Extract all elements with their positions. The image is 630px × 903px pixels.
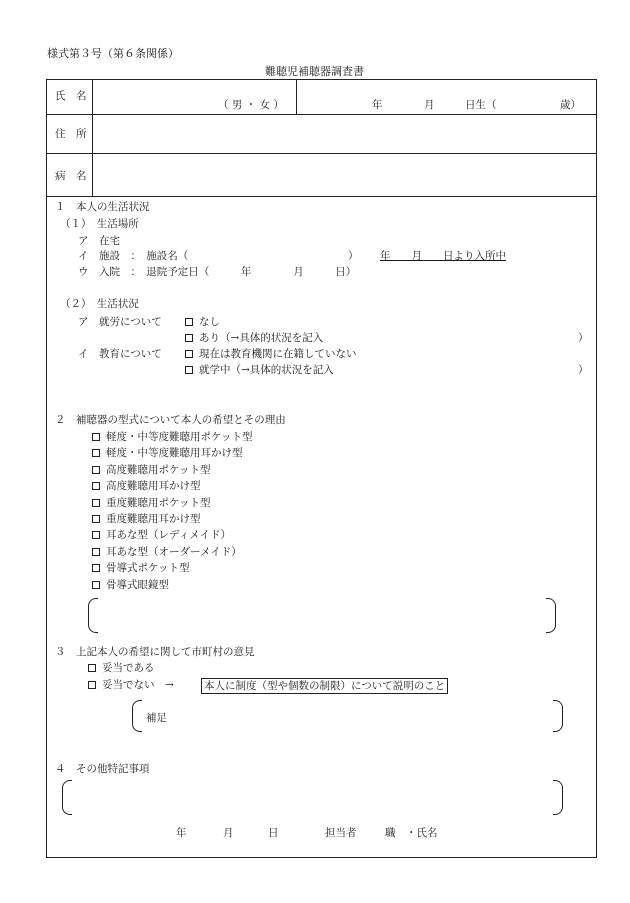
form-number-label: 様式第３号（第６条関係） (47, 47, 179, 60)
section3-heading: ３ 上記本人の希望に関して市町村の意見 (55, 646, 255, 658)
checkbox-icon[interactable] (92, 466, 100, 474)
footer-month-unit: 月 (223, 827, 234, 839)
section4-heading: ４ その他特記事項 (55, 763, 150, 775)
checkbox-icon[interactable] (185, 334, 193, 342)
section1-living-place: （１） 生活場所 (60, 218, 139, 230)
living-hospital: ウ 入院 ： 退院予定日（ 年 月 日） (78, 266, 357, 278)
checkbox-icon[interactable] (92, 499, 100, 507)
footer-day-unit: 日 (268, 827, 279, 839)
edu-close-paren: ） (578, 364, 589, 376)
work-close-paren: ） (578, 332, 589, 344)
work-yes-option[interactable]: あり（→具体的状況を記入 (185, 332, 323, 345)
checkbox-icon[interactable] (92, 515, 100, 523)
living-facility: イ 施設 ： 施設名（ (78, 250, 189, 262)
facility-close-paren: ） (348, 250, 359, 262)
checkbox-icon[interactable] (185, 350, 193, 358)
birth-year-unit: 年 (372, 99, 383, 111)
section2-heading: ２ 補聴器の型式について本人の希望とその理由 (55, 414, 286, 426)
birth-day-label: 日生（ (465, 99, 497, 111)
checkbox-icon[interactable] (92, 548, 100, 556)
section1-living-status: （２） 生活状況 (60, 298, 139, 310)
checkbox-icon[interactable] (185, 318, 193, 326)
remarks-bracket-right (553, 780, 563, 815)
edu-yes-option[interactable]: 就学中（→具体的状況を記入 (185, 364, 334, 377)
opinion-ng-option[interactable]: 妥当でない → (88, 679, 174, 692)
age-unit: 歳） (560, 99, 581, 111)
reason-bracket-right (546, 598, 556, 633)
supplement-bracket-left (132, 700, 142, 732)
staff-label: 担当者 (325, 827, 357, 839)
checkbox-icon[interactable] (92, 531, 100, 539)
education-label: イ 教育について (78, 348, 162, 360)
checkbox-icon[interactable] (185, 366, 193, 374)
staff-position-name: 職 ・氏名 (385, 827, 438, 839)
hearing-aid-option[interactable]: 重度難聴用ポケット型 (92, 497, 210, 510)
hearing-aid-option[interactable]: 耳あな型（オーダーメイド） (92, 546, 242, 559)
hearing-aid-option[interactable]: 重度難聴用耳かけ型 (92, 513, 201, 526)
facility-since-date: 年 月 日より入所中 (380, 250, 506, 262)
name-label: 氏 名 (55, 90, 87, 102)
remarks-bracket-left (62, 780, 72, 815)
birth-month-unit: 月 (424, 99, 435, 111)
checkbox-icon[interactable] (92, 449, 100, 457)
edu-none-option[interactable]: 現在は教育機関に在籍していない (185, 348, 357, 361)
footer-year-unit: 年 (176, 827, 187, 839)
checkbox-icon[interactable] (92, 433, 100, 441)
sex-options[interactable]: （ 男 ・ 女 ） (218, 99, 284, 111)
living-home: ア 在宅 (78, 235, 120, 247)
checkbox-icon[interactable] (92, 564, 100, 572)
checkbox-icon[interactable] (88, 664, 96, 672)
hearing-aid-option[interactable]: 骨導式ポケット型 (92, 562, 189, 575)
work-none-option[interactable]: なし (185, 316, 220, 329)
opinion-ok-option[interactable]: 妥当である (88, 662, 155, 675)
reason-bracket-left (88, 598, 98, 633)
form-title: 難聴児補聴器調査書 (265, 65, 364, 78)
supplement-label: 補足 (146, 712, 167, 724)
work-label: ア 就労について (78, 316, 162, 328)
hearing-aid-option[interactable]: 軽度・中等度難聴用ポケット型 (92, 431, 252, 444)
address-label: 住 所 (55, 128, 87, 140)
checkbox-icon[interactable] (92, 581, 100, 589)
section1-heading: １ 本人の生活状況 (55, 201, 150, 213)
hearing-aid-option[interactable]: 高度難聴用耳かけ型 (92, 480, 201, 493)
explanation-note: 本人に制度（型や個数の制限）について説明のこと (201, 678, 448, 694)
disease-label: 病 名 (55, 170, 87, 182)
hearing-aid-option[interactable]: 高度難聴用ポケット型 (92, 464, 210, 477)
hearing-aid-option[interactable]: 軽度・中等度難聴用耳かけ型 (92, 447, 243, 460)
checkbox-icon[interactable] (92, 482, 100, 490)
hearing-aid-option[interactable]: 骨導式眼鏡型 (92, 579, 169, 592)
hearing-aid-option[interactable]: 耳あな型（レディメイド） (92, 529, 231, 542)
checkbox-icon[interactable] (88, 681, 96, 689)
supplement-bracket-right (553, 700, 563, 732)
